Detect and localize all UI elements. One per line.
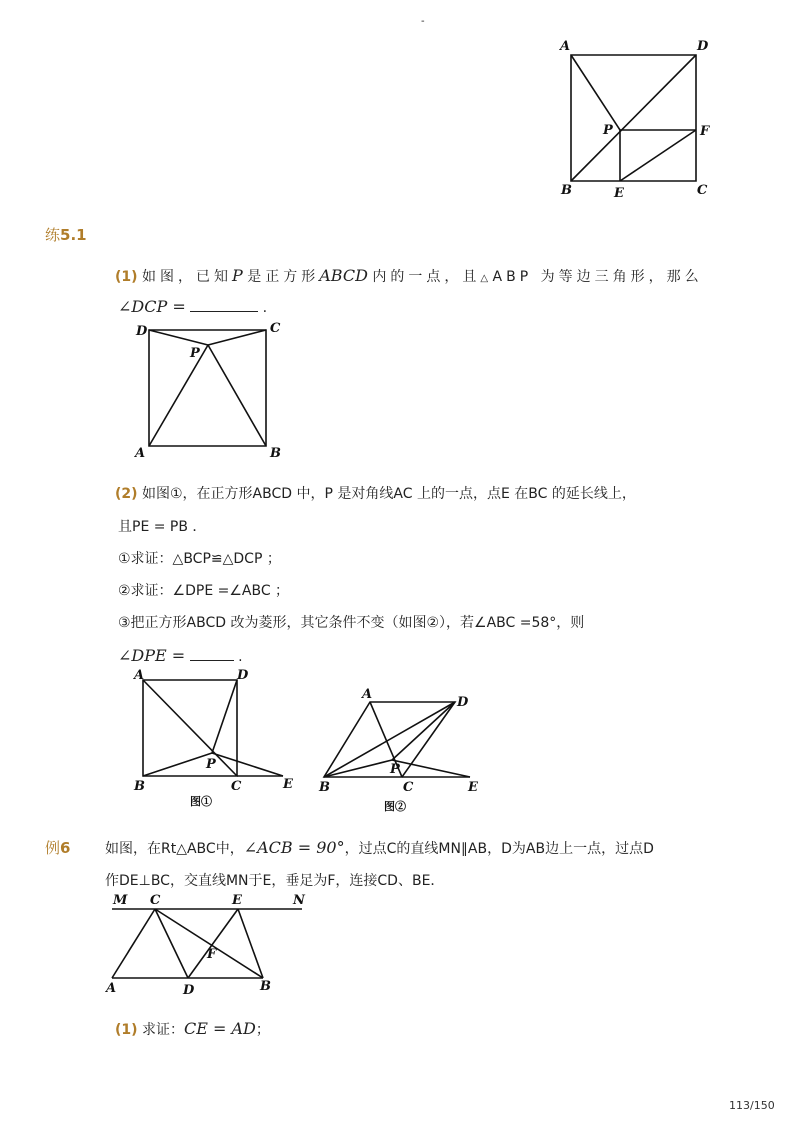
example-heading-number: 6 — [60, 839, 71, 857]
q1-end: . — [262, 300, 268, 316]
q2-line2: 且PE = PB ． — [118, 519, 207, 535]
q2-line3: ①求证：△BCP≌△DCP ； — [118, 551, 281, 567]
example-q1-number: (1) — [115, 1022, 138, 1038]
label-e: E — [614, 186, 624, 201]
q2-number: (2) — [115, 486, 138, 502]
label-p-2: P — [190, 346, 200, 361]
q1-number: (1) — [115, 269, 138, 285]
example-line1-b: ，过点C的直线MN∥AB，D为AB边上一点，过点D — [344, 841, 654, 857]
q2-angle-expr: ∠DPE = — [118, 646, 186, 665]
label-a: A — [560, 39, 571, 54]
segment-eb — [238, 909, 263, 978]
label-b-5: B — [260, 979, 271, 994]
page-number: 113/150 — [729, 1099, 775, 1112]
label-d-5: D — [183, 983, 195, 998]
label-c: C — [697, 183, 708, 198]
example-heading-prefix: 例 — [45, 839, 61, 857]
example-line1-a: 如图，在Rt△ABC中， — [105, 841, 244, 857]
label-b-2: B — [270, 446, 281, 461]
label-e-4: E — [468, 780, 478, 795]
q2-line4: ②求证：∠DPE =∠ABC ； — [118, 583, 290, 599]
label-a-5: A — [106, 981, 117, 996]
q1-math-abcd: ABCD — [319, 266, 368, 285]
label-p-4: P — [390, 762, 400, 777]
q2-line5: ③把正方形ABCD 改为菱形，其它条件不变（如图②），若∠ABC =58°，则 — [118, 615, 585, 631]
example-line1-math: ∠ACB = 90° — [243, 838, 345, 857]
example-q1 — [115, 1019, 270, 1040]
q1-math-p: P — [232, 266, 243, 285]
label-c-3: C — [231, 779, 242, 794]
label-f: F — [700, 124, 710, 139]
label-d-2: D — [136, 324, 148, 339]
example-q1-end: ； — [255, 1022, 270, 1038]
caption-fig1: 图① — [190, 795, 212, 808]
example-line2: 作DE⊥BC，交直线MN于E，垂足为F，连接CD、BE． — [105, 873, 445, 889]
q1-angle-expr: ∠DCP = — [118, 297, 186, 316]
caption-fig2: 图② — [384, 800, 406, 813]
label-d-4: D — [457, 695, 469, 710]
label-b-3: B — [134, 779, 145, 794]
q1-text-a: 如图，已知 — [142, 269, 232, 285]
example-q1-math: CE = AD — [184, 1019, 256, 1038]
label-e-3: E — [283, 777, 293, 792]
label-f-5: F — [207, 947, 217, 962]
q1-text-d: ABP 为等边三角形，那么 — [492, 269, 703, 285]
label-c-4: C — [403, 780, 414, 795]
label-a-4: A — [362, 687, 373, 702]
exercise-heading-prefix: 练 — [45, 226, 61, 244]
q1-triangle: △ — [480, 273, 489, 284]
q2-line1-text: 如图①，在正方形ABCD 中，P 是对角线AC 上的一点，点E 在BC 的延长线上， — [142, 486, 636, 502]
q1-text-b: 是正方形 — [247, 269, 320, 285]
label-b-4: B — [319, 780, 330, 795]
example-q1-text: 求证： — [142, 1022, 184, 1038]
exercise-heading-number: 5.1 — [60, 226, 87, 244]
top-mark: - — [421, 16, 425, 27]
label-a-3: A — [134, 668, 145, 683]
q2-end: . — [238, 649, 243, 665]
label-e-5: E — [232, 893, 242, 908]
label-d-3: D — [237, 668, 249, 683]
segment-de — [188, 909, 238, 978]
label-c-2: C — [270, 321, 281, 336]
label-d: D — [697, 39, 709, 54]
label-c-5: C — [150, 893, 161, 908]
q1-text-c: 内的一点，且 — [372, 269, 481, 285]
label-n-5: N — [293, 893, 305, 908]
segment-ca — [112, 909, 155, 978]
label-p: P — [603, 123, 613, 138]
label-a-2: A — [135, 446, 146, 461]
label-p-3: P — [206, 757, 216, 772]
label-m-5: M — [113, 893, 128, 908]
label-b: B — [561, 183, 572, 198]
